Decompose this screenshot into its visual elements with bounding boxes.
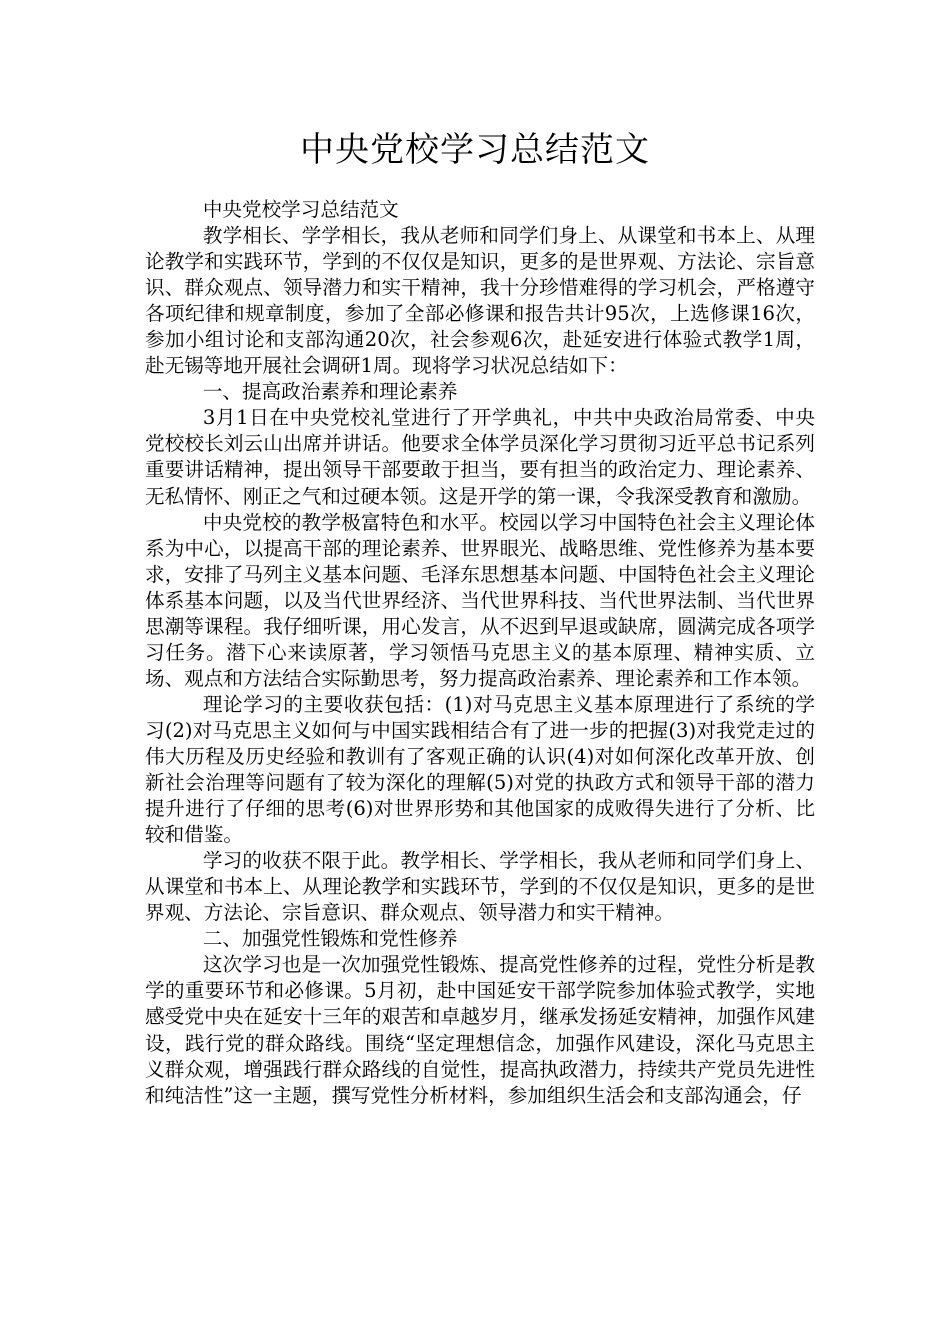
- section-heading-1: 一、提高政治素养和理论素养: [202, 380, 458, 404]
- paragraph: 这次学习也是一次加强党性锻炼、提高党性修养的过程，党性分析是教学的重要环节和必修课。5月初，赴中国延安干部学院参加体验式教学，实地感受党中央在延安十三年的艰苦和卓越岁月，继承发扬延安精神，加强作风建设，践行党的群众路线。围绕“坚定理想信念，加强作风建设，深化马克思主义群众观，增强践行群众路线的自觉性，提高执政潜力，持续共产党员先进性和纯洁性”这一主题，撰写党性分析材料，参加组织生活会和支部沟通会，仔: [145, 953, 815, 1107]
- document-title: 中央党校学习总结范文: [300, 130, 650, 170]
- paragraph: 学习的收获不限于此。教学相长、学学相长，我从老师和同学们身上、从课堂和书本上、从理论教学和实践环节，学到的不仅仅是知识，更多的是世界观、方法论、宗旨意识、群众观点、领导潜力和实干精神。: [145, 849, 815, 925]
- paragraph: 理论学习的主要收获包括：(1)对马克思主义基本原理进行了系统的学习(2)对马克思主义如何与中国实践相结合有了进一步的把握(3)对我党走过的伟大历程及历史经验和教训有了客观正确的认识(4)对如何深化改革开放、创新社会治理等问题有了较为深化的理解(5)对党的执政方式和领导干部的潜力提升进行了仔细的思考(6)对世界形势和其他国家的成败得失进行了分析、比较和借鉴。: [145, 692, 815, 847]
- paragraph-intro: 教学相长、学学相长，我从老师和同学们身上、从课堂和书本上、从理论教学和实践环节，学到的不仅仅是知识，更多的是世界观、方法论、宗旨意识、群众观点、领导潜力和实干精神，我十分珍惜难得的学习机会，严格遵守各项纪律和规章制度，参加了全部必修课和报告共计95次，上选修课16次，参加小组讨论和支部沟通20次，社会参观6次，赴延安进行体验式教学1周，赴无锡等地开展社会调研1周。现将学习状况总结如下：: [145, 224, 815, 378]
- document-body: [145, 197, 815, 1109]
- paragraph: 3月1日在中央党校礼堂进行了开学典礼，中共中央政治局常委、中央党校校长刘云山出席并讲话。他要求全体学员深化学习贯彻习近平总书记系列重要讲话精神，提出领导干部要敢于担当，要有担当的政治定力、理论素养、无私情怀、刚正之气和过硬本领。这是开学的第一课，令我深受教育和激励。: [145, 406, 815, 508]
- paragraph-subtitle: 中央党校学习总结范文: [202, 198, 399, 221]
- section-heading-2: 二、加强党性锻炼和党性修养: [202, 927, 458, 951]
- paragraph: 中央党校的教学极富特色和水平。校园以学习中国特色社会主义理论体系为中心，以提高干部的理论素养、世界眼光、战略思维、党性修养为基本要求，安排了马列主义基本问题、毛泽东思想基本问题、中国特色社会主义理论体系基本问题，以及当代世界经济、当代世界科技、当代世界法制、当代世界思潮等课程。我仔细听课，用心发言，从不迟到早退或缺席，圆满完成各项学习任务。潜下心来读原著，学习领悟马克思主义的基本原理、精神实质、立场、观点和方法结合实际勤思考，努力提高政治素养、理论素养和工作本领。: [145, 510, 815, 690]
